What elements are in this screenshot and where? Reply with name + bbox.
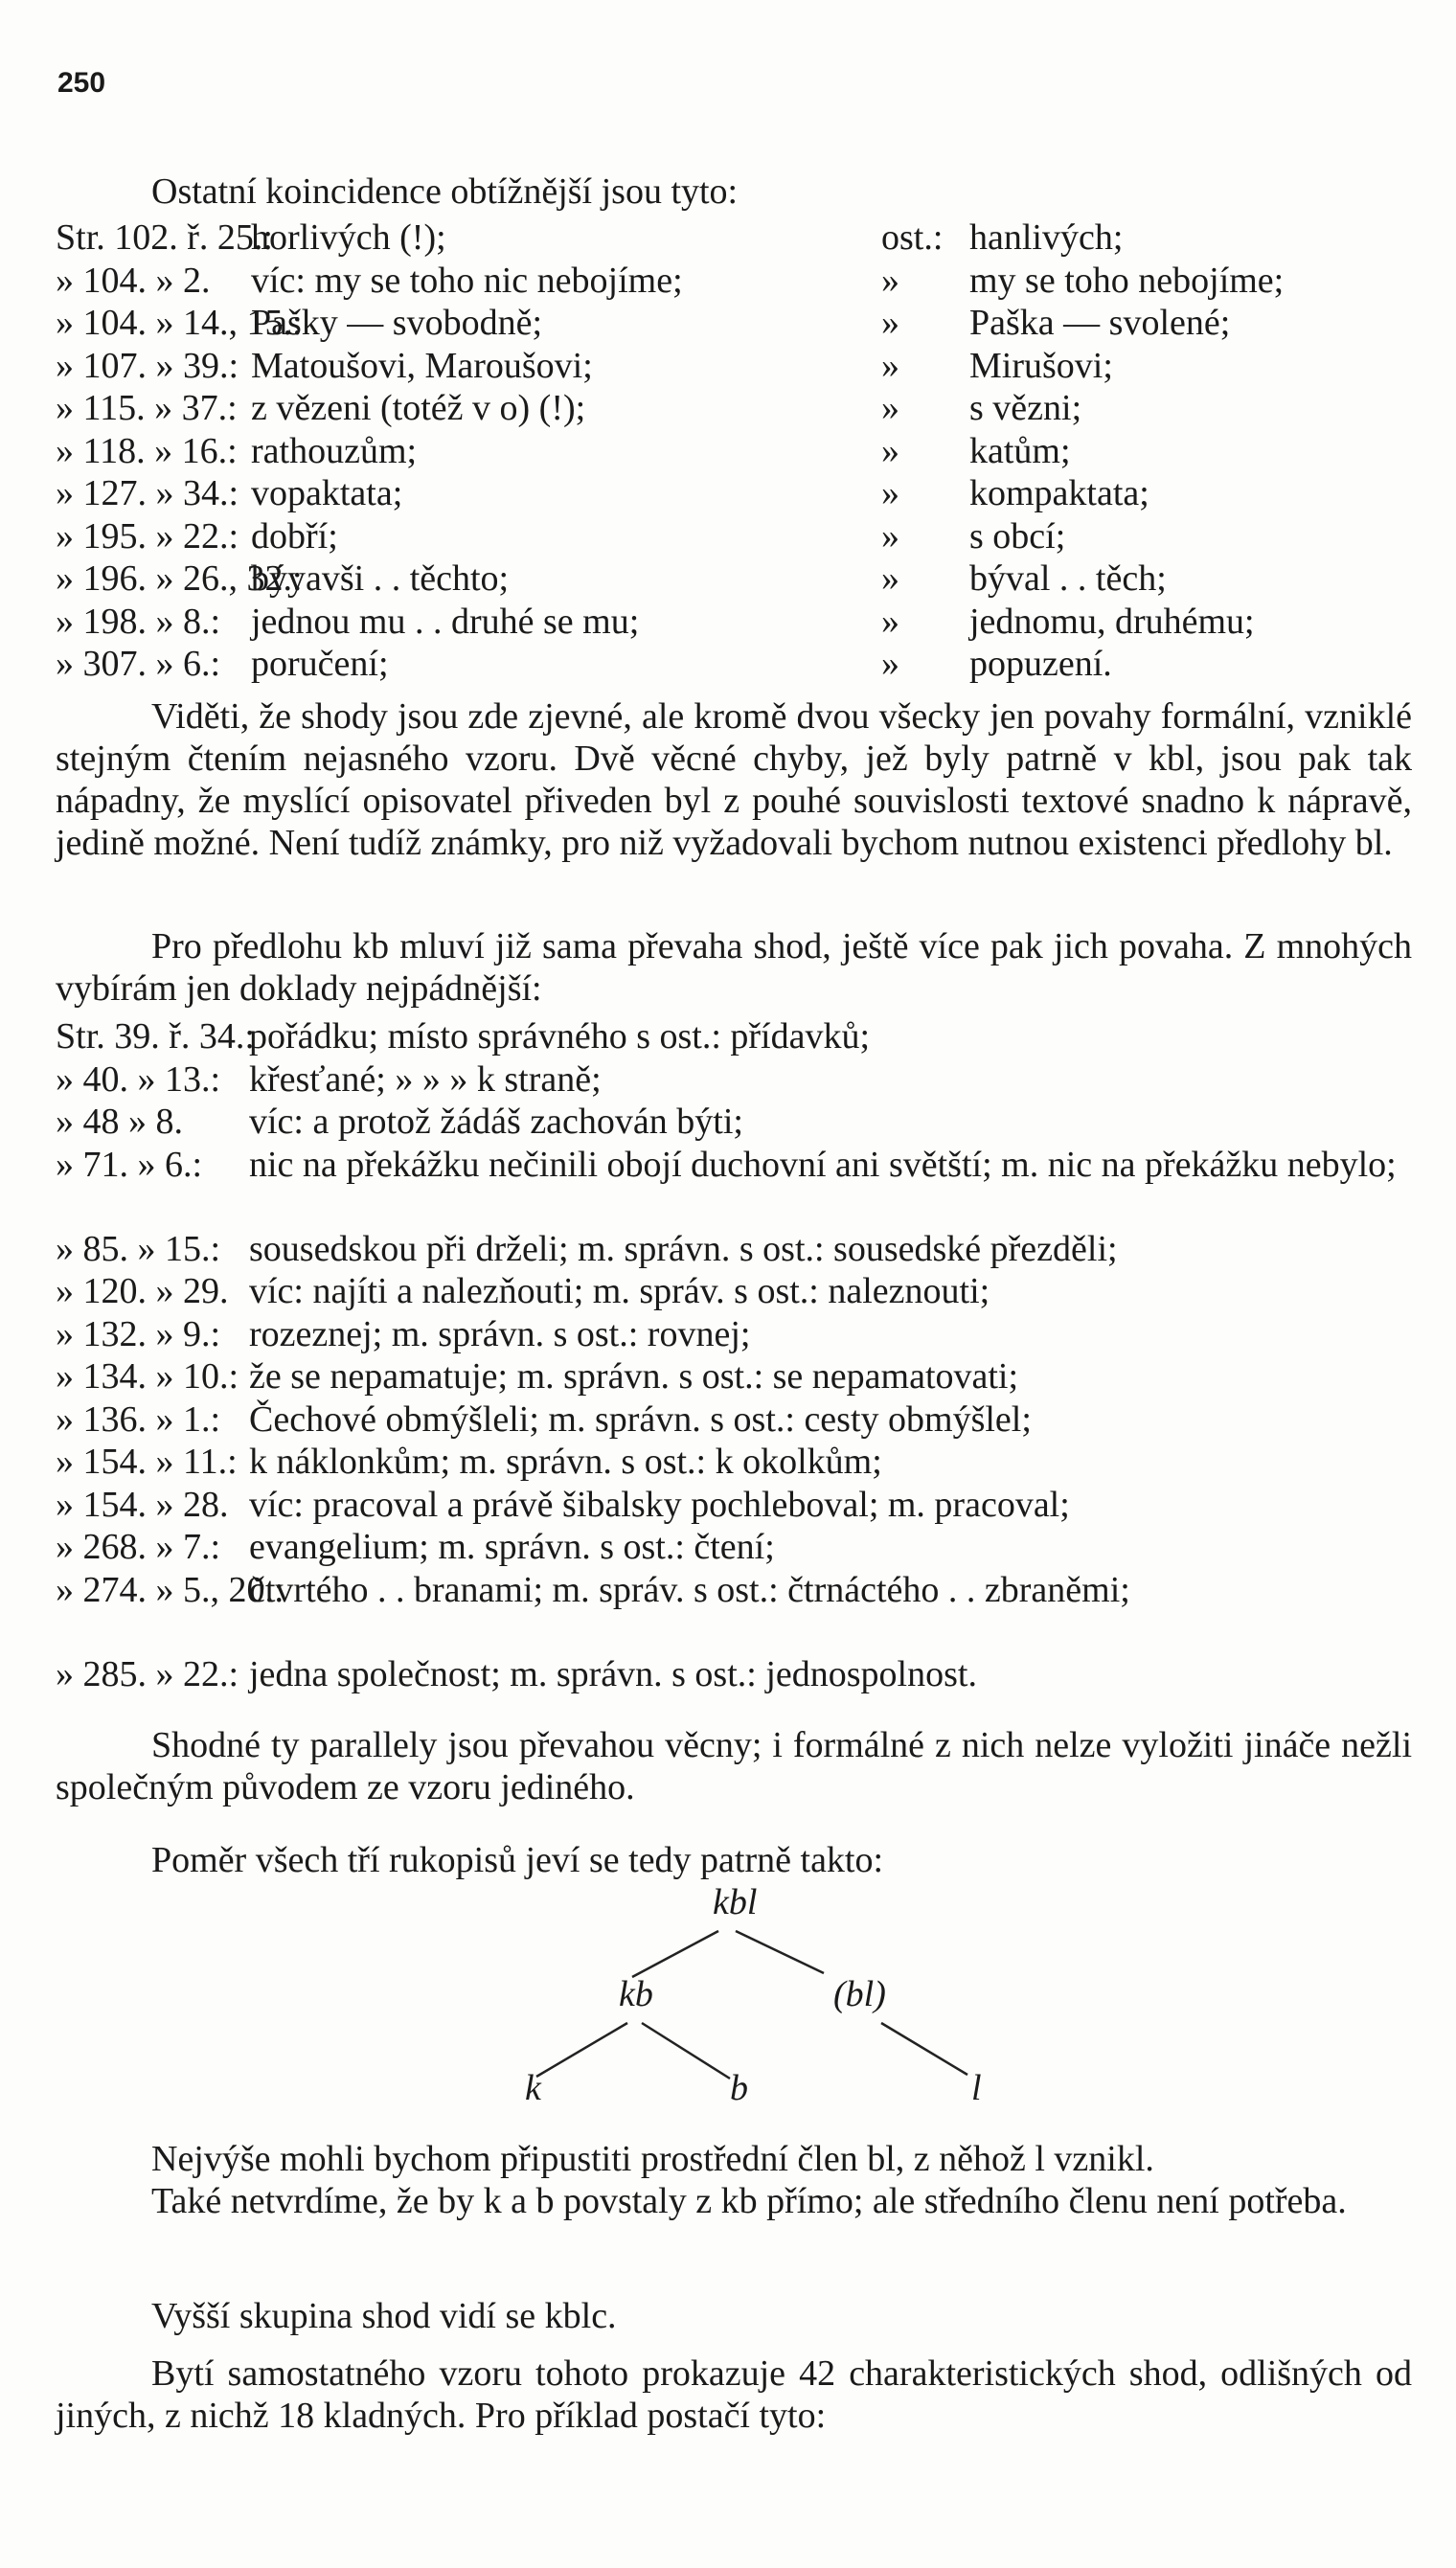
table1-row-alt: Paška — svolené;: [969, 303, 1231, 343]
table2-row-text: pořádku; místo správného s ost.: přídavků;: [249, 1016, 871, 1057]
node-k: k: [525, 2068, 541, 2108]
table2-row-ref: » 85. » 15.:: [56, 1228, 221, 1269]
table1-row-ref: » 307. » 6.:: [56, 644, 221, 684]
table1-row-alt: hanlivých;: [969, 217, 1124, 258]
table1-row-text: rathouzům;: [251, 430, 418, 471]
table2-row-text: Čechové obmýšleli; m. správn. s ost.: cesty obmýšlel;: [249, 1398, 1032, 1440]
table1-row-text: horlivých (!);: [251, 217, 446, 258]
table1-row-text: jednou mu . . druhé se mu;: [251, 601, 640, 642]
table2-row-ref: » 40. » 13.:: [56, 1058, 221, 1100]
table2-row-text: jedna společnost; m. správn. s ost.: jednospolnost.: [249, 1653, 977, 1694]
table1-row-ref: » 107. » 39.:: [56, 345, 239, 386]
table2-row-text: evangelium; m. správn. s ost.: čtení;: [249, 1527, 775, 1567]
table1-row-ref: » 118. » 16.:: [56, 430, 238, 471]
table2-row-ref: » 268. » 7.:: [56, 1527, 221, 1567]
table1-row-ref: » 196. » 26., 32.:: [56, 558, 303, 599]
table2-row-ref: » 285. » 22.:: [56, 1653, 239, 1694]
stemma-lines: [498, 1877, 1035, 2107]
table2-row-ref: » 48 » 8.: [56, 1102, 183, 1142]
table2-row-text: sousedskou při drželi; m. správn. s ost.: sousedské přezděli;: [249, 1228, 1118, 1269]
table1-row-alt: katům;: [969, 430, 1071, 471]
table1-row-ost: »: [881, 644, 899, 684]
table2-row-ref: Str. 39. ř. 34.:: [56, 1016, 255, 1057]
edge-bl-l: [881, 2023, 967, 2075]
table1-row-ref: » 115. » 37.:: [56, 388, 238, 428]
table2-row-text: křesťané; » » » k straně;: [249, 1058, 602, 1100]
table1-row-ref: » 104. » 2.: [56, 260, 211, 301]
table1-row-text: Matoušovi, Maroušovi;: [251, 345, 593, 386]
table2-row-text: víc: pracoval a právě šibalsky pochleboval; m. pracoval;: [249, 1484, 1070, 1525]
paragraph-4: Poměr všech tří rukopisů jeví se tedy patrně takto:: [151, 1840, 884, 1880]
edge-kbl-bl: [736, 1931, 824, 1973]
table1-row-text: víc: my se toho nic nebojíme;: [251, 260, 683, 301]
table2-row-text: nic na překážku nečinili obojí duchovní ani světští; m. nic na překážku nebylo;: [249, 1144, 1397, 1185]
table1-row-ost: »: [881, 430, 899, 471]
table2-row-ref: » 132. » 9.:: [56, 1313, 221, 1354]
table2-row-text: čtvrtého . . branami; m. správ. s ost.: čtrnáctého . . zbraněmi;: [249, 1569, 1130, 1610]
table1-row-ref: » 198. » 8.:: [56, 601, 221, 642]
table1-row-text: z vězeni (totéž v o) (!);: [251, 388, 586, 428]
paragraph-5: Nejvýše mohli bychom připustiti prostřední člen bl, z něhož l vznikl.: [151, 2139, 1154, 2179]
table1-row-alt: my se toho nebojíme;: [969, 260, 1285, 301]
table1-row-ref: » 104. » 14., 15.:: [56, 303, 303, 343]
table1-row-alt: kompaktata;: [969, 473, 1149, 513]
table2-row-ref: » 136. » 1.:: [56, 1398, 221, 1440]
table1-row-text: vopaktata;: [251, 473, 403, 513]
edge-kb-b: [642, 2023, 730, 2079]
page-number: 250: [57, 67, 106, 99]
paragraph-8: Bytí samostatného vzoru tohoto prokazuje 42 charakteristických shod, odlišných od jiných, z nichž 18 kladných. Pro příklad postačí tyto:: [56, 2353, 1412, 2436]
node-kbl: kbl: [713, 1882, 758, 1922]
table1-row-ost: »: [881, 388, 899, 428]
edge-kb-k: [536, 2023, 627, 2077]
node-bl: (bl): [833, 1974, 886, 2014]
table2-row-text: rozeznej; m. správn. s ost.: rovnej;: [249, 1313, 751, 1354]
table1-row-text: býyavši . . těchto;: [251, 558, 510, 599]
table1-row-ost: »: [881, 260, 899, 301]
table1-row-ost: ost.:: [881, 217, 944, 258]
table1-row-text: dobří;: [251, 515, 338, 557]
intro-line: Ostatní koincidence obtížnější jsou tyto:: [151, 171, 739, 212]
node-kb: kb: [619, 1974, 653, 2014]
table1-row-ost: »: [881, 515, 899, 557]
table1-row-ost: »: [881, 601, 899, 642]
table1-row-ref: » 127. » 34.:: [56, 473, 239, 513]
table1-row-alt: Mirušovi;: [969, 345, 1113, 386]
table2-row-text: že se nepamatuje; m. správn. s ost.: se nepamatovati;: [249, 1356, 1019, 1397]
table1-row-text: poručení;: [251, 644, 389, 684]
table1-row-ost: »: [881, 345, 899, 386]
table2-row-ref: » 154. » 28.: [56, 1484, 229, 1525]
table2-row-ref: » 154. » 11.:: [56, 1442, 238, 1482]
table1-row-ost: »: [881, 473, 899, 513]
table1-row-ost: »: [881, 303, 899, 343]
table1-row-ref: Str. 102. ř. 25.:: [56, 217, 273, 258]
table2-row-text: k náklonkům; m. správn. s ost.: k okolkům;: [249, 1442, 882, 1482]
paragraph-6: Také netvrdíme, že by k a b povstaly z kb přímo; ale středního členu není potřeba.: [151, 2181, 1347, 2221]
paragraph-7: Vyšší skupina shod vidí se kblc.: [151, 2296, 617, 2336]
node-l: l: [971, 2068, 982, 2108]
table1-row-text: Pašky — svobodně;: [251, 303, 542, 343]
table1-row-alt: s vězni;: [969, 388, 1082, 428]
table2-row-ref: » 71. » 6.:: [56, 1144, 203, 1185]
table1-row-alt: jednomu, druhému;: [969, 601, 1255, 642]
table1-row-alt: popuzení.: [969, 644, 1112, 684]
table1-row-ost: »: [881, 558, 899, 599]
paragraph-1: Viděti, že shody jsou zde zjevné, ale kromě dvou všecky jen povahy formální, vzniklé stejným čtením nejasného vzoru. Dvě věcné chyby, jež byly patrně v kbl, jsou pak tak nápadny, že myslící opisovatel přiveden byl z pouhé souvislosti textové snadno k nápravě, jedině možné. Není tudíž známky, pro niž vyžadovali bychom nutnou existenci předlohy bl.: [56, 696, 1412, 863]
table2-row-text: víc: najíti a nalezňouti; m. správ. s ost.: naleznouti;: [249, 1271, 990, 1311]
table2-row-ref: » 120. » 29.: [56, 1271, 229, 1311]
table1-row-ref: » 195. » 22.:: [56, 515, 239, 557]
edge-kbl-kb: [632, 1931, 718, 1977]
table2-row-ref: » 134. » 10.:: [56, 1356, 239, 1397]
paragraph-2: Pro předlohu kb mluví již sama převaha shod, ještě více pak jich povaha. Z mnohých vybírám jen doklady nejpádnější:: [56, 926, 1412, 1009]
table2-row-ref: » 274. » 5., 20.:: [56, 1569, 284, 1610]
table1-row-alt: býval . . těch;: [969, 558, 1167, 599]
table2-row-text: víc: a protož žádáš zachován býti;: [249, 1102, 743, 1142]
paragraph-3: Shodné ty parallely jsou převahou věcny; i formálné z nich nelze vyložiti jináče nežli společným původem ze vzoru jediného.: [56, 1725, 1412, 1807]
table1-row-alt: s obcí;: [969, 515, 1066, 557]
node-b: b: [730, 2068, 748, 2108]
